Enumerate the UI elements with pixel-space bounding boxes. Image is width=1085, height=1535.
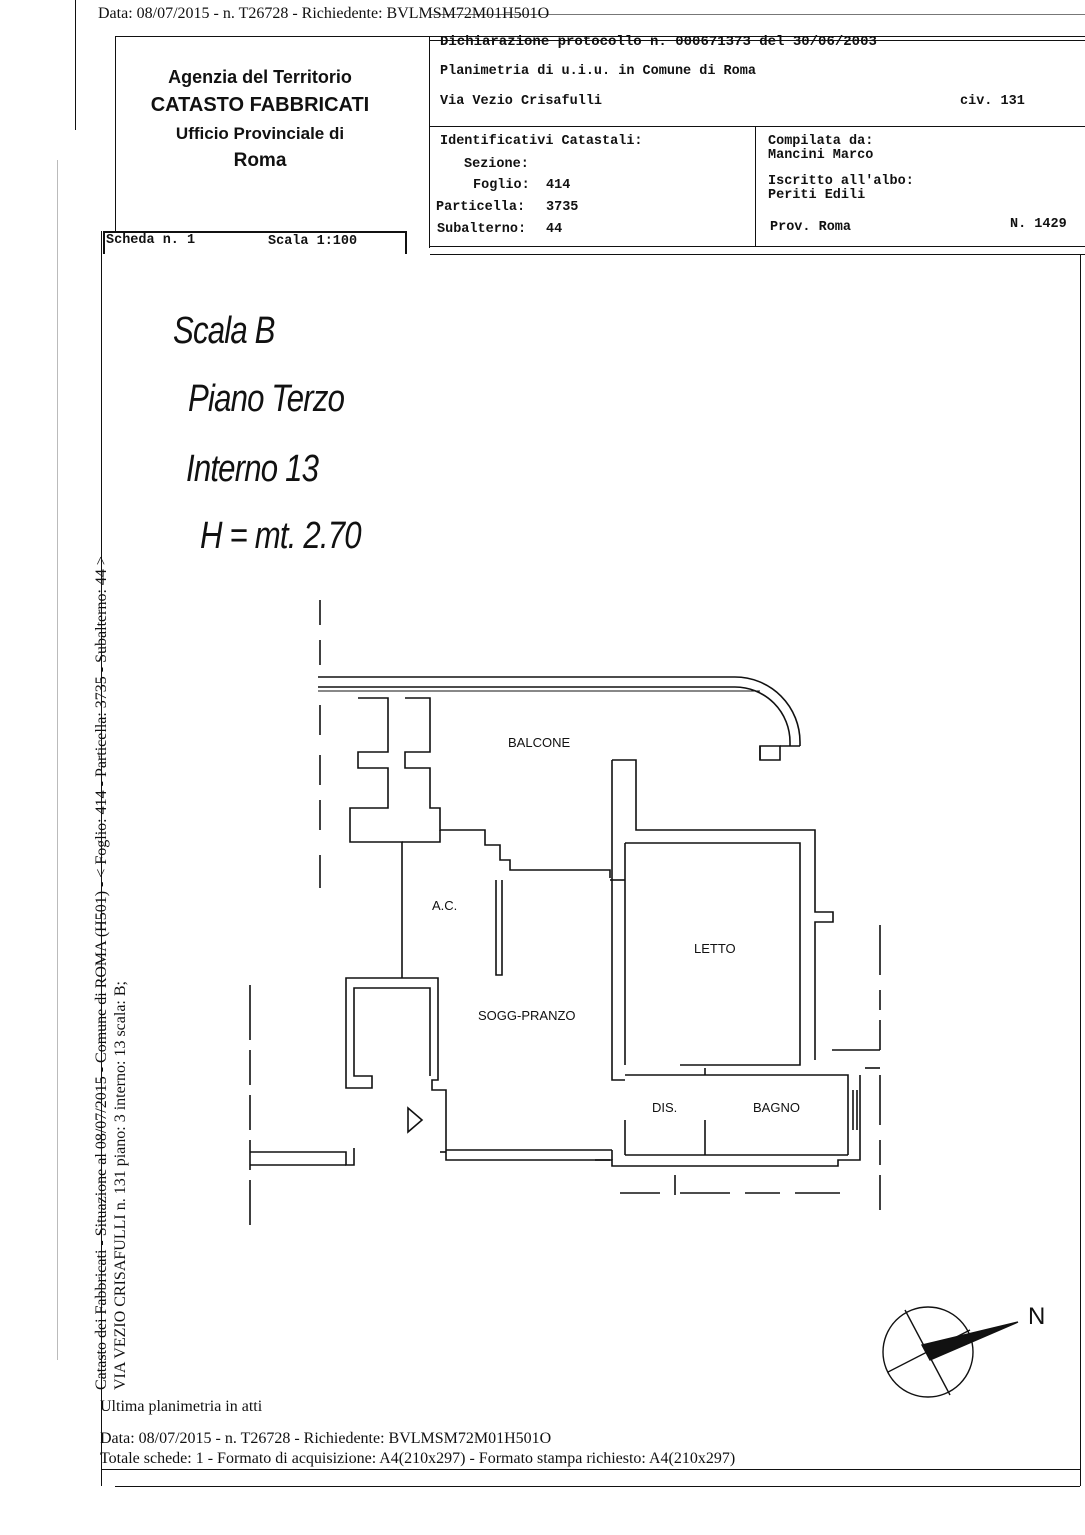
office-city: Roma	[233, 150, 287, 171]
room-label-ac: A.C.	[432, 898, 458, 913]
office-line: Ufficio Provinciale di	[175, 124, 345, 143]
room-label-bagno: BAGNO	[753, 1100, 800, 1115]
particella-label: Particella:	[436, 200, 526, 215]
compiled-label: Compilata da:	[768, 134, 874, 149]
last-plan-note: Ultima planimetria in atti	[100, 1398, 263, 1415]
subalterno-value: 44	[546, 222, 563, 237]
sezione-label: Sezione:	[464, 157, 529, 172]
civic-number: civ. 131	[960, 94, 1025, 109]
foglio-value: 414	[546, 178, 571, 193]
albo-value: Periti Edili	[768, 188, 866, 203]
albo-label: Iscritto all'albo:	[768, 174, 914, 189]
foglio-label: Foglio:	[473, 178, 530, 193]
north-compass	[883, 1307, 1018, 1397]
unit-label: Interno 13	[186, 448, 319, 490]
room-label-dis: DIS.	[652, 1100, 678, 1115]
side-cadastral-text	[92, 556, 130, 1390]
request-line: Data: 08/07/2015 - n. T26728 - Richiedente: BVLMSM72M01H501O	[98, 5, 550, 22]
subalterno-label: Subalterno:	[437, 222, 527, 237]
height-label: H = mt. 2.70	[200, 515, 361, 557]
plan-title: Planimetria di u.i.u. in Comune di Roma	[440, 64, 756, 79]
catasto-title: CATASTO FABBRICATI	[150, 94, 370, 116]
agency-name: Agenzia del Territorio	[168, 67, 352, 87]
side-text-line2: VIA VEZIO CRISAFULLI n. 131 piano: 3 interno: 13 scala: B;	[112, 981, 129, 1390]
province: Prov. Roma	[770, 220, 852, 235]
compiled-name: Mancini Marco	[768, 148, 874, 163]
side-text-line1: Catasto dei Fabbricati - Situazione al 08/07/2015 - Comune di ROMA (H501) - < Foglio: 414 - Particella: 3735 - Subalterno: 44 >	[93, 556, 110, 1390]
footer-request-line: Data: 08/07/2015 - n. T26728 - Richiedente: BVLMSM72M01H501O	[100, 1430, 552, 1447]
declaration-line: Dichiarazione protocollo n. 000671373 del 30/06/2003	[440, 34, 877, 50]
scala-b-label: Scala B	[173, 310, 275, 352]
floor-label: Piano Terzo	[188, 378, 345, 420]
register-number: N. 1429	[1010, 217, 1067, 232]
room-label-sogg-pranzo: SOGG-PRANZO	[478, 1008, 576, 1023]
north-label: N	[1028, 1303, 1046, 1330]
particella-value: 3735	[546, 200, 579, 215]
room-label-balcone: BALCONE	[508, 735, 571, 750]
room-label-letto: LETTO	[694, 941, 736, 956]
identifiers-title: Identificativi Catastali:	[440, 134, 643, 149]
address: Via Vezio Crisafulli	[440, 94, 603, 109]
scheda-number: Scheda n. 1	[106, 233, 196, 248]
scale-label: Scala 1:100	[268, 234, 358, 249]
footer-totals-line: Totale schede: 1 - Formato di acquisizione: A4(210x297) - Formato stampa richiesto: A4(210x297)	[100, 1450, 736, 1467]
